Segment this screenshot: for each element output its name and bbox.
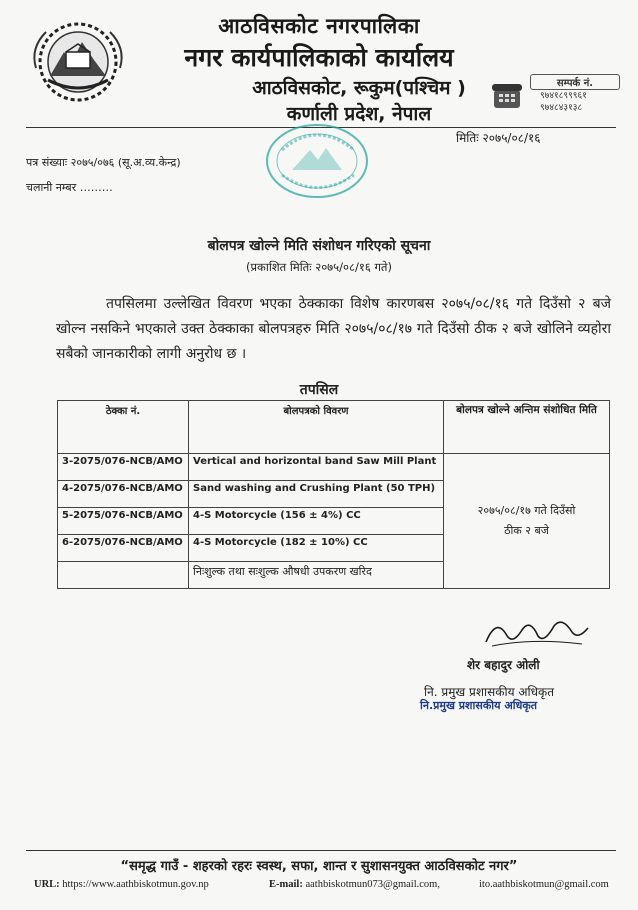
header-contract-no: ठेक्का नं. xyxy=(58,401,189,454)
municipality-name: आठविसकोट नगरपालिका xyxy=(218,14,420,38)
header-revised-date: बोलपत्र खोल्ने अन्तिम संशोधित मिति xyxy=(444,401,610,454)
office-address: आठविसकोट, रूकुम(पश्चिम ) xyxy=(252,77,466,99)
email-link-2[interactable]: ito.aathbiskotmun@gmail.com xyxy=(479,879,609,890)
contract-no: 3-2075/076-NCB/AMO xyxy=(58,454,189,481)
contract-desc: निःशुल्क तथा सःशुल्क औषधी उपकरण खरिद xyxy=(189,562,444,589)
header-description: बोलपत्रको विवरण xyxy=(189,401,444,454)
table-row xyxy=(58,454,610,481)
contact-phone-1: ९७४१८९९९६१ xyxy=(540,91,587,101)
footer-url xyxy=(34,879,209,890)
signer-role: नि. प्रमुख प्रशासकीय अधिकृत xyxy=(424,685,555,699)
footer-slogan: “समृद्ध गाउँ - शहरको रहरः स्वस्थ, सफा, शान्त र सुशासनयुक्त आठविसकोट नगर” xyxy=(120,859,518,874)
contact-label: सम्पर्क नं. xyxy=(530,74,620,90)
email-link-1[interactable]: aathbiskotmun073@gmail.com, xyxy=(305,879,440,890)
contract-desc: Vertical and horizontal band Saw Mill Plant xyxy=(189,454,444,481)
contract-no: 6-2075/076-NCB/AMO xyxy=(58,535,189,562)
contract-desc: 4-S Motorcycle (182 ± 10%) CC xyxy=(189,535,444,562)
footer-email xyxy=(269,879,440,890)
telephone-icon xyxy=(490,80,524,112)
contract-no: 4-2075/076-NCB/AMO xyxy=(58,481,189,508)
office-name: नगर कार्यपालिकाको कार्यालय xyxy=(184,43,454,72)
contract-no xyxy=(58,562,189,589)
revised-date-cell xyxy=(444,454,610,589)
url-label: URL: xyxy=(34,879,60,890)
contracts-table xyxy=(57,400,610,589)
contact-phone-2: ९७४८४३१३८ xyxy=(540,103,583,113)
revised-date-line-1: २०७५/०८/१७ गते दिउँसो xyxy=(477,504,576,517)
contract-no: 5-2075/076-NCB/AMO xyxy=(58,508,189,535)
footer-divider xyxy=(26,850,616,851)
email-label: E-mail: xyxy=(269,879,303,890)
signer-stamp-role: नि.प्रमुख प्रशासकीय अधिकृत xyxy=(420,699,538,712)
dispatch-number: चलानी नम्बर ……… xyxy=(26,181,113,194)
annex-title: तपसिल xyxy=(299,382,339,398)
table-header-row xyxy=(58,401,610,454)
office-stamp xyxy=(262,120,372,202)
letter-date: मितिः २०७५/०८/१६ xyxy=(456,131,541,145)
letter-number: पत्र संख्याः २०७५/०७६ (सू.अ.व्य.केन्द्र) xyxy=(26,156,181,169)
notice-title: बोलपत्र खोल्ने मिति संशोधन गरिएको सूचना xyxy=(207,238,431,254)
published-date: (प्रकाशित मितिः २०७५/०८/१६ गते) xyxy=(246,260,392,274)
contact-box xyxy=(530,74,620,114)
province-country: कर्णाली प्रदेश, नेपाल xyxy=(286,103,432,125)
signer-name: शेर बहादुर ओली xyxy=(467,658,540,672)
signature xyxy=(482,612,592,652)
contract-desc: Sand washing and Crushing Plant (50 TPH) xyxy=(189,481,444,508)
website-link[interactable]: https://www.aathbiskotmun.gov.np xyxy=(62,879,209,890)
contract-desc: 4-S Motorcycle (156 ± 4%) CC xyxy=(189,508,444,535)
notice-body: तपसिलमा उल्लेखित विवरण भएका ठेक्काका विशेष कारणबस २०७५/०८/१६ गते दिउँसो २ बजे खोल्न नसकिने भएकाले उक्त ठेक्काका बोलपत्रहरु मिति २०७५/०८/१७ गते दिउँसो ठीक २ बजे खोलिने व्यहोरा सबैको जानकारीको लागी अनुरोध छ । xyxy=(56,296,611,362)
revised-date-line-2: ठीक २ बजे xyxy=(504,524,549,537)
